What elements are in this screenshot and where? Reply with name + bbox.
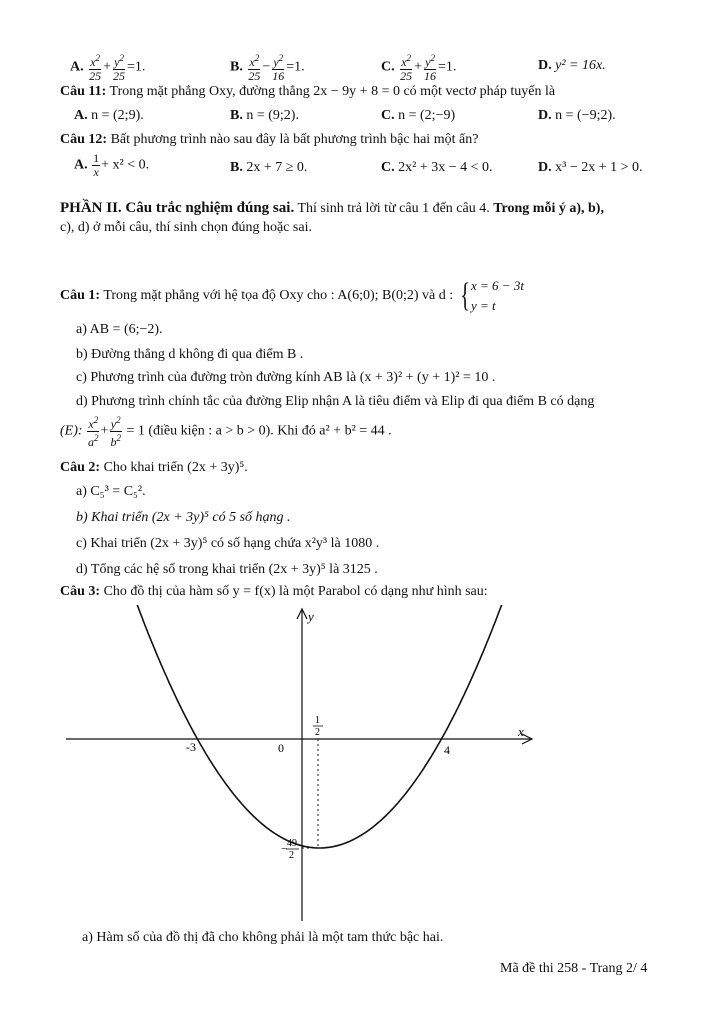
page-footer: Mã đề thi 258 - Trang 2/ 4 bbox=[500, 961, 648, 976]
c3-item-a: a) Hàm số của đồ thị đã cho không phải là một tam thức bậc hai. bbox=[82, 930, 444, 945]
q11-option-d: D. n = (−9;2). bbox=[538, 108, 616, 123]
q10-option-d: D. y² = 16x. bbox=[538, 58, 606, 73]
c2-item-c: c) Khai triển (2x + 3y)⁵ có số hạng chứa x²y³ là 1080 . bbox=[76, 536, 380, 551]
q11-option-c: C. n = (2;−9) bbox=[381, 108, 456, 123]
parabola-curve bbox=[86, 605, 540, 848]
vertex-x-numerator: 1 bbox=[315, 715, 320, 726]
vertex-x-denominator: 2 bbox=[315, 727, 320, 738]
y-axis-label: y bbox=[308, 609, 314, 624]
q11-option-a: A. n = (2;9). bbox=[74, 108, 144, 123]
part2-heading: PHẦN II. Câu trắc nghiệm đúng sai. Thí sinh trả lời từ câu 1 đến câu 4. Trong mỗi ý a), b), bbox=[60, 200, 604, 216]
parabola-graph bbox=[60, 605, 540, 925]
c2-item-b: b) Khai triển (2x + 3y)⁵ có 5 số hạng . bbox=[76, 510, 291, 525]
q10-option-a: A. $\frac{x^2}{25}$ + $\frac{y^2}{25}$ =1. bbox=[70, 53, 146, 83]
c1-stem: Câu 1: Trong mặt phẳng với hệ tọa độ Oxy cho : A(6;0); B(0;2) và d : { x = 6 − 3t y = t bbox=[60, 277, 524, 314]
vertex-y-denominator: 2 bbox=[289, 850, 294, 861]
c2-stem: Câu 2: Cho khai triển (2x + 3y)⁵. bbox=[60, 460, 248, 475]
vertex-y-numerator: 49 bbox=[287, 838, 297, 849]
q10-option-b: B. $\frac{x^2}{25}$ − $\frac{y^2}{16}$ =1. bbox=[230, 53, 305, 83]
c1-item-b: b) Đường thẳng d không đi qua điểm B . bbox=[76, 347, 304, 362]
c3-stem: Câu 3: Cho đồ thị của hàm số y = f(x) là một Parabol có dạng như hình sau: bbox=[60, 584, 488, 599]
q11-option-b: B. n = (9;2). bbox=[230, 108, 299, 123]
q12-option-d: D. x³ − 2x + 1 > 0. bbox=[538, 160, 643, 175]
vertex-y-sign: − bbox=[281, 843, 288, 855]
q11-stem: Câu 11: Trong mặt phẳng Oxy, đường thẳng 2x − 9y + 8 = 0 có một vectơ pháp tuyến là bbox=[60, 84, 556, 99]
c1-item-d-line2: (E): $\frac{x^2}{a^2}$ + $\frac{y^2}{b^2}$ = 1 (điều kiện : a > b > 0). Khi đó a² + b² = 44 . bbox=[60, 415, 392, 449]
q12-stem: Câu 12: Bất phương trình nào sau đây là bất phương trình bậc hai một ẩn? bbox=[60, 132, 479, 147]
c2-item-a: a) C₅³ = C₅². bbox=[76, 484, 146, 499]
c2-item-d: d) Tổng các hệ số trong khai triển (2x + 3y)⁵ là 3125 . bbox=[76, 562, 378, 577]
part2-heading-line2: c), d) ở mỗi câu, thí sinh chọn đúng hoặc sai. bbox=[60, 220, 312, 235]
x-axis-label: x bbox=[518, 724, 524, 739]
q12-option-b: B. 2x + 7 ≥ 0. bbox=[230, 160, 308, 175]
origin-label: 0 bbox=[278, 741, 284, 755]
c1-item-c: c) Phương trình của đường tròn đường kính AB là (x + 3)² + (y + 1)² = 10 . bbox=[76, 370, 496, 385]
root-right-label: 4 bbox=[444, 743, 450, 757]
q12-option-a: A. $\frac{1}{x}$ + x² < 0. bbox=[74, 151, 150, 179]
q12-option-c: C. 2x² + 3x − 4 < 0. bbox=[381, 160, 493, 175]
c1-item-d: d) Phương trình chính tắc của đường Elip nhận A là tiêu điểm và Elip đi qua điểm B có dạng bbox=[76, 394, 595, 409]
root-left-label: -3 bbox=[186, 740, 196, 754]
q10-option-c: C. $\frac{x^2}{25}$ + $\frac{y^2}{16}$ =1. bbox=[381, 53, 457, 83]
c1-item-a: a) AB = (6;−2). bbox=[76, 322, 163, 337]
